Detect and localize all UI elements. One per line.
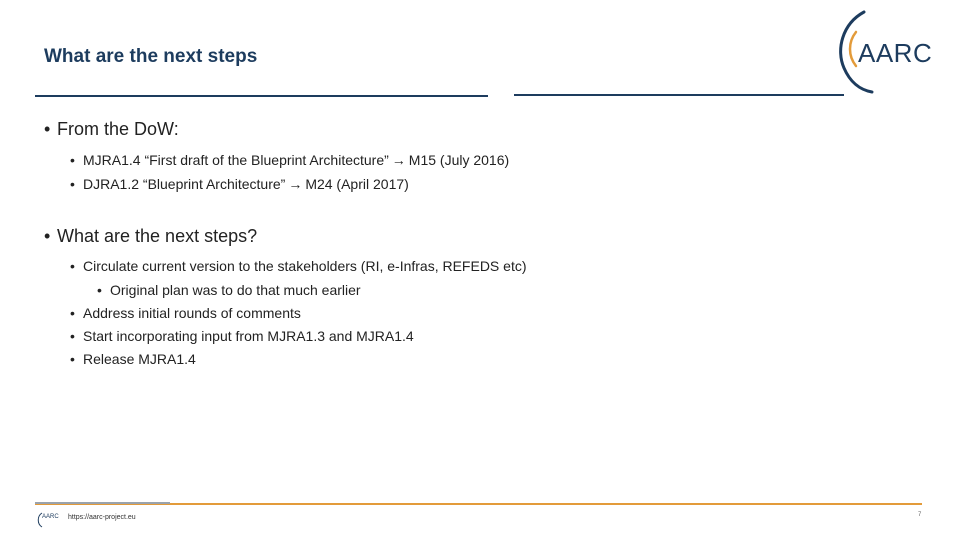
list-item-text: Release MJRA1.4 xyxy=(83,351,196,367)
bullet-icon: • xyxy=(70,351,75,367)
footer-rule-accent xyxy=(35,502,170,504)
page-number: 7 xyxy=(918,512,922,518)
list-item-text: MJRA1.4 “First draft of the Blueprint Architecture” xyxy=(83,152,389,168)
bullet-icon: • xyxy=(70,328,75,344)
list-item-text: Circulate current version to the stakeholders (RI, e-Infras, REFEDS etc) xyxy=(83,258,527,274)
footer-url-link[interactable]: https://aarc-project.eu xyxy=(68,514,136,521)
arrow-right-icon: → xyxy=(391,152,406,168)
aarc-logo xyxy=(834,10,934,94)
list-item-text: M24 (April 2017) xyxy=(305,176,409,192)
list-item xyxy=(70,305,301,321)
list-item xyxy=(44,226,257,247)
list-item xyxy=(44,119,179,140)
slide-title: What are the next steps xyxy=(44,46,258,67)
list-item-text: DJRA1.2 “Blueprint Architecture” xyxy=(83,176,286,192)
title-underline-left xyxy=(35,95,488,97)
bullet-icon: • xyxy=(97,282,102,298)
footer-logo-text: AARC xyxy=(42,514,59,520)
list-item xyxy=(70,176,409,192)
section-heading: What are the next steps? xyxy=(57,226,258,246)
list-item xyxy=(70,152,509,168)
bullet-icon: • xyxy=(44,226,51,246)
footer-logo xyxy=(36,512,66,528)
list-item-text: Address initial rounds of comments xyxy=(83,305,301,321)
list-item xyxy=(97,282,361,298)
logo-text: AARC xyxy=(858,38,933,68)
list-item-text: M15 (July 2016) xyxy=(408,152,510,168)
bullet-icon: • xyxy=(70,258,75,274)
list-item xyxy=(70,328,414,344)
list-item-text: Original plan was to do that much earlier xyxy=(110,282,361,298)
list-item xyxy=(70,351,196,367)
list-item xyxy=(70,258,527,274)
title-underline-right xyxy=(514,94,844,96)
list-item-text: Start incorporating input from MJRA1.3 and MJRA1.4 xyxy=(83,328,414,344)
arrow-right-icon: → xyxy=(288,176,303,192)
bullet-icon: • xyxy=(70,176,75,192)
bullet-icon: • xyxy=(70,305,75,321)
bullet-icon: • xyxy=(44,119,51,139)
section-heading: From the DoW: xyxy=(57,119,179,139)
bullet-icon: • xyxy=(70,152,75,168)
